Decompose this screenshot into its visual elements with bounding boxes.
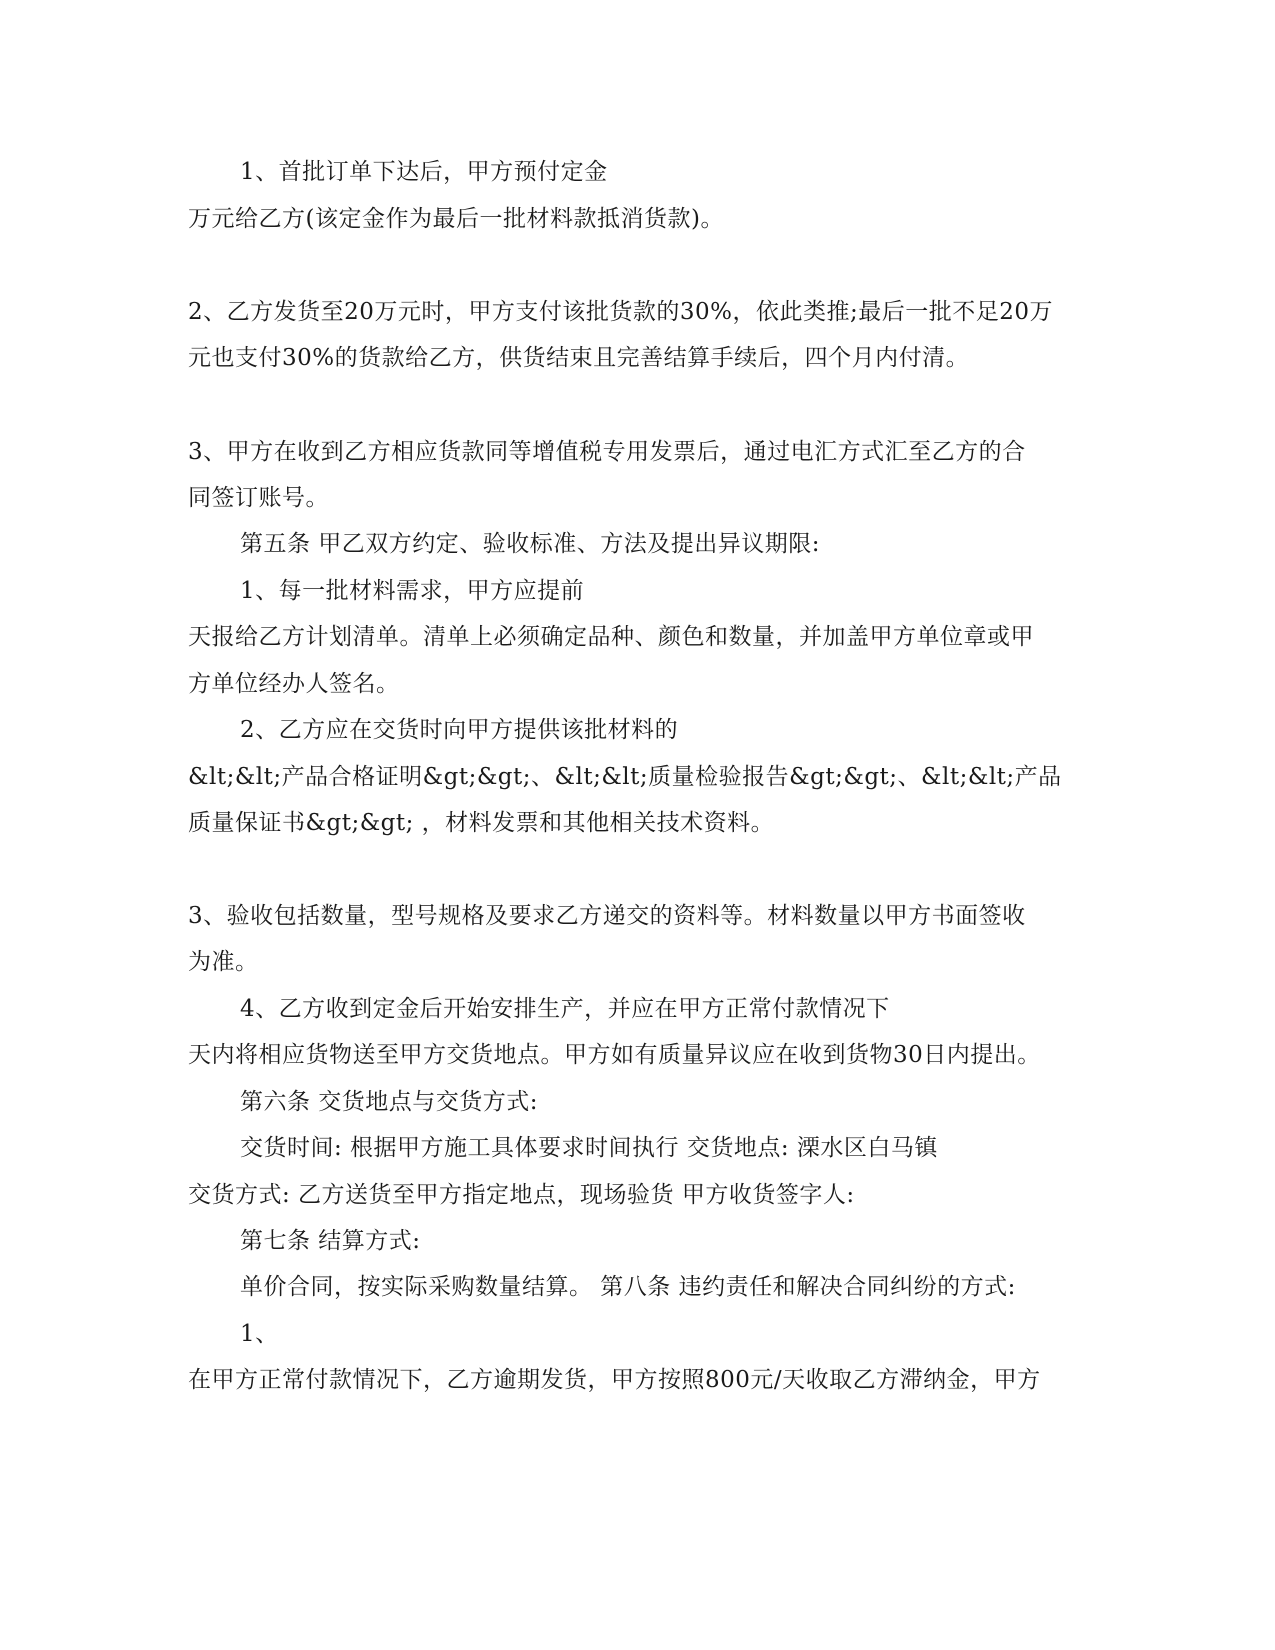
text-line: 1、 [240, 1321, 279, 1347]
text-line: 2、乙方发货至20万元时，甲方支付该批货款的30%，依此类推;最后一批不足20万 [188, 299, 1054, 325]
text-line: 元也支付30%的货款给乙方，供货结束且完善结算手续后，四个月内付清。 [188, 345, 970, 371]
text-line: 3、验收包括数量，型号规格及要求乙方递交的资料等。材料数量以甲方书面签收 [188, 903, 1026, 929]
text-line: 1、每一批材料需求，甲方应提前 [240, 578, 585, 604]
text-line: 交货时间: 根据甲方施工具体要求时间执行 交货地点: 溧水区白马镇 [240, 1135, 938, 1161]
text-line: 同签订账号。 [188, 485, 329, 511]
text-line: 4、乙方收到定金后开始安排生产，并应在甲方正常付款情况下 [240, 996, 890, 1022]
text-line: 在甲方正常付款情况下，乙方逾期发货，甲方按照800元/天收取乙方滞纳金，甲方 [188, 1367, 1041, 1393]
text-line: &lt;&lt;产品合格证明&gt;&gt;、&lt;&lt;质量检验报告&gt;&gt;、&lt;&lt;产品 [188, 764, 1062, 790]
text-line: 万元给乙方(该定金作为最后一批材料款抵消货款)。 [188, 206, 724, 232]
text-line: 1、首批订单下达后，甲方预付定金 [240, 159, 608, 185]
text-line: 天内将相应货物送至甲方交货地点。甲方如有质量异议应在收到货物30日内提出。 [188, 1042, 1041, 1068]
section-heading: 第六条 交货地点与交货方式: [240, 1089, 539, 1115]
text-line: 2、乙方应在交货时向甲方提供该批材料的 [240, 717, 679, 743]
text-line: 交货方式: 乙方送货至甲方指定地点，现场验货 甲方收货签字人: [188, 1182, 855, 1208]
text-line: 方单位经办人签名。 [188, 671, 400, 697]
text-line: 3、甲方在收到乙方相应货款同等增值税专用发票后，通过电汇方式汇至乙方的合 [188, 439, 1026, 465]
section-heading: 第五条 甲乙双方约定、验收标准、方法及提出异议期限: [240, 531, 821, 557]
text-line: 质量保证书&gt;&gt; ，材料发票和其他相关技术资料。 [188, 810, 775, 836]
text-line: 天报给乙方计划清单。清单上必须确定品种、颜色和数量，并加盖甲方单位章或甲 [188, 624, 1034, 650]
text-line: 单价合同，按实际采购数量结算。 第八条 违约责任和解决合同纠纷的方式: [240, 1274, 1016, 1300]
section-heading: 第七条 结算方式: [240, 1228, 421, 1254]
text-line: 为准。 [188, 949, 259, 975]
